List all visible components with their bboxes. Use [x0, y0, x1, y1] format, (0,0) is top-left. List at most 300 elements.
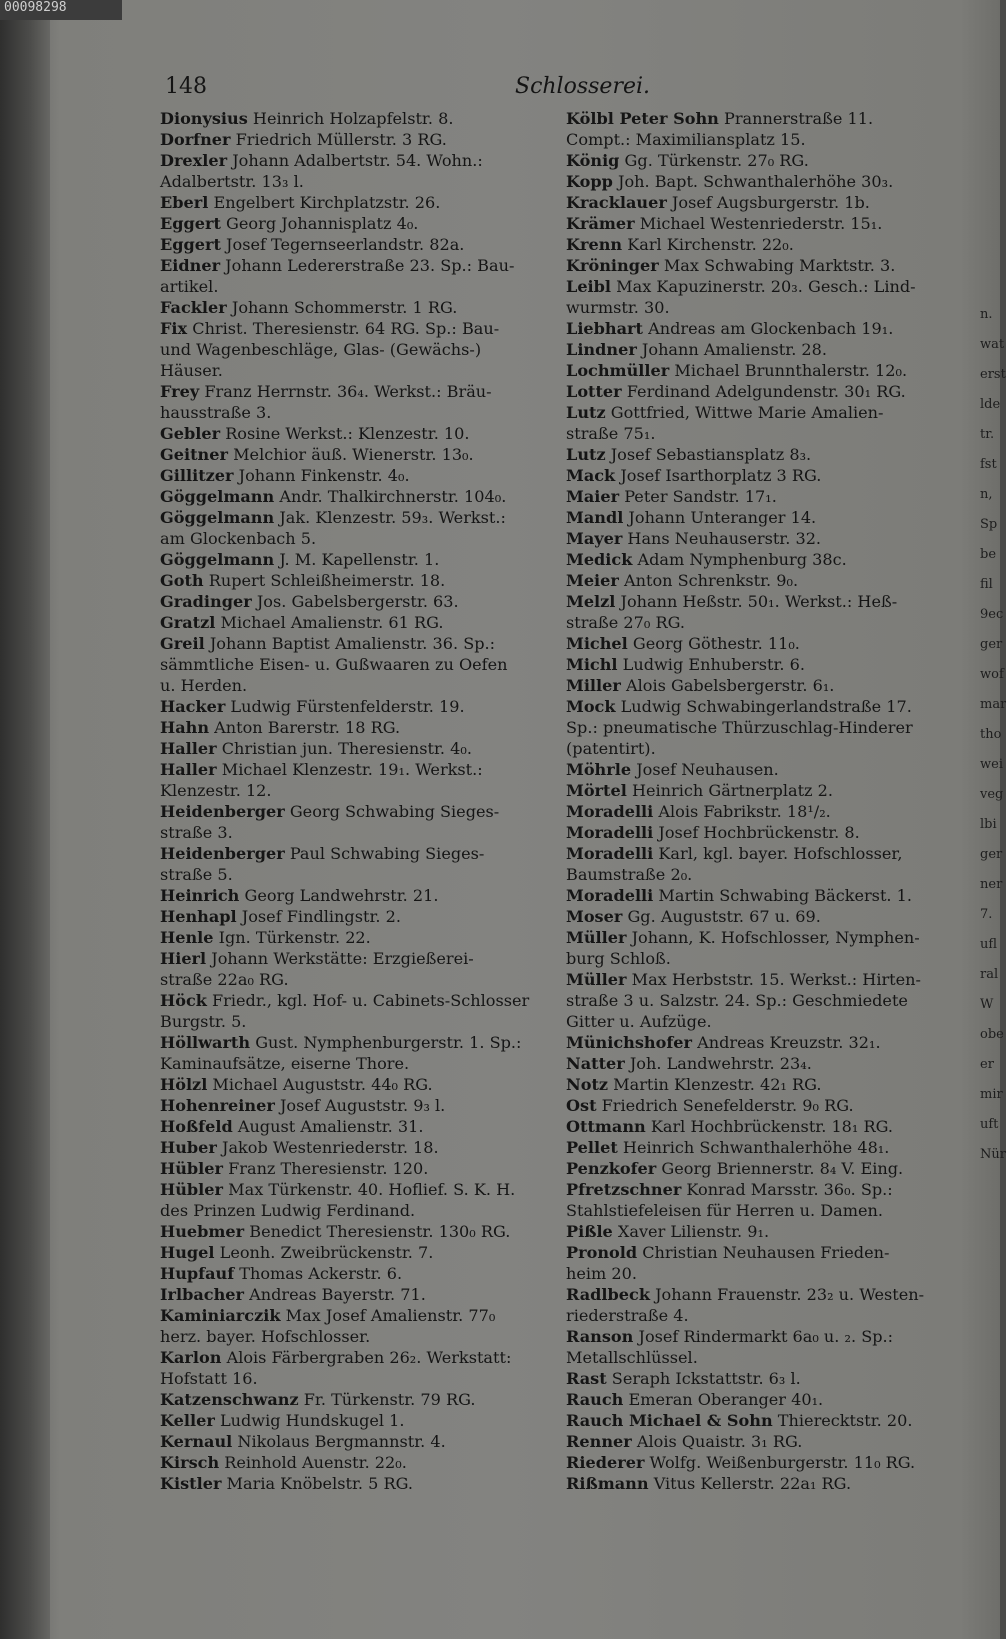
- directory-line: [160, 486, 545, 507]
- directory-line: [566, 612, 951, 633]
- directory-line: [160, 339, 545, 360]
- directory-line: [160, 192, 545, 213]
- surname: Karlon: [160, 1348, 222, 1367]
- entry-details: Michael Amalienstr. 61 RG.: [215, 613, 444, 632]
- directory-line: [566, 801, 951, 822]
- surname: Greil: [160, 634, 205, 653]
- entry-details: Max Josef Amalienstr. 77₀: [280, 1306, 496, 1325]
- surname: Melzl: [566, 592, 616, 611]
- edge-fragment: er: [980, 1057, 994, 1072]
- surname: Liebhart: [566, 319, 643, 338]
- edge-fragment: veg: [980, 787, 1004, 802]
- entry-details: u. Herden.: [160, 676, 248, 695]
- directory-line: [160, 612, 545, 633]
- surname: Göggelmann: [160, 487, 275, 506]
- edge-fragment: W: [980, 997, 994, 1012]
- directory-line: [160, 1158, 545, 1179]
- directory-line: [160, 675, 545, 696]
- surname: Mörtel: [566, 781, 627, 800]
- surname: Leibl: [566, 277, 612, 296]
- directory-line: [160, 255, 545, 276]
- entry-details: Gg. Auguststr. 67 u. 69.: [622, 907, 821, 926]
- surname: Müller: [566, 970, 627, 989]
- surname: Eidner: [160, 256, 221, 275]
- surname: Eggert: [160, 235, 221, 254]
- directory-line: [160, 843, 545, 864]
- surname: Hölzl: [160, 1075, 208, 1094]
- directory-line: [160, 1242, 545, 1263]
- surname: Hupfauf: [160, 1264, 235, 1283]
- right-column: [566, 108, 951, 1494]
- directory-line: [160, 696, 545, 717]
- entry-details: Max Türkenstr. 40. Hoflief. S. K. H.: [223, 1180, 516, 1199]
- directory-line: [160, 717, 545, 738]
- surname: Hacker: [160, 697, 226, 716]
- surname: Haller: [160, 739, 217, 758]
- directory-line: [160, 108, 545, 129]
- surname: Kröninger: [566, 256, 659, 275]
- entry-details: Heinrich Gärtnerplatz 2.: [626, 781, 834, 800]
- entry-details: (patentirt).: [566, 739, 656, 758]
- entry-details: straße 75₁.: [566, 424, 656, 443]
- entry-details: burg Schloß.: [566, 949, 671, 968]
- surname: Kistler: [160, 1474, 222, 1493]
- entry-details: Michael Westenriederstr. 15₁.: [634, 214, 883, 233]
- scan-id: 00098298: [0, 0, 122, 20]
- entry-details: riederstraße 4.: [566, 1306, 689, 1325]
- entry-details: Josef Neuhausen.: [631, 760, 779, 779]
- surname: Pellet: [566, 1138, 618, 1157]
- entry-details: Michael Auguststr. 44₀ RG.: [207, 1075, 433, 1094]
- surname: Michl: [566, 655, 618, 674]
- edge-fragment: Nür: [980, 1147, 1006, 1162]
- directory-line: [160, 570, 545, 591]
- entry-details: Johann Unteranger 14.: [623, 508, 817, 527]
- entry-details: Nikolaus Bergmannstr. 4.: [232, 1432, 446, 1451]
- directory-line: [160, 1410, 545, 1431]
- entry-details: straße 5.: [160, 865, 233, 884]
- directory-line: [566, 675, 951, 696]
- directory-line: [160, 360, 545, 381]
- surname: Heinrich: [160, 886, 240, 905]
- directory-line: [160, 129, 545, 150]
- entry-details: und Wagenbeschläge, Glas- (Gewächs-): [160, 340, 482, 359]
- directory-line: [566, 780, 951, 801]
- surname: Frey: [160, 382, 200, 401]
- left-column: [160, 108, 545, 1494]
- entry-details: Heinrich Schwanthalerhöhe 48₁.: [617, 1138, 890, 1157]
- edge-fragment: erst: [980, 367, 1006, 382]
- entry-details: Metallschlüssel.: [566, 1348, 698, 1367]
- entry-details: Emeran Oberanger 40₁.: [623, 1390, 824, 1409]
- surname: Hoßfeld: [160, 1117, 233, 1136]
- entry-details: Alois Quaistr. 3₁ RG.: [631, 1432, 803, 1451]
- entry-details: Vitus Kellerstr. 22a₁ RG.: [648, 1474, 852, 1493]
- directory-line: [160, 591, 545, 612]
- directory-line: [160, 906, 545, 927]
- directory-line: [160, 885, 545, 906]
- directory-line: [160, 864, 545, 885]
- surname: König: [566, 151, 620, 170]
- entry-details: Johann Amalienstr. 28.: [636, 340, 828, 359]
- directory-line: [566, 1179, 951, 1200]
- directory-line: [566, 318, 951, 339]
- surname: Penzkofer: [566, 1159, 657, 1178]
- surname: Lochmüller: [566, 361, 670, 380]
- directory-line: [160, 1347, 545, 1368]
- directory-line: [160, 1011, 545, 1032]
- entry-details: Georg Göthestr. 11₀.: [627, 634, 800, 653]
- directory-line: [160, 213, 545, 234]
- surname: Gradinger: [160, 592, 252, 611]
- edge-fragment: fst: [980, 457, 997, 472]
- directory-line: [566, 1116, 951, 1137]
- entry-details: Max Schwabing Marktstr. 3.: [658, 256, 896, 275]
- edge-fragment: lbi: [980, 817, 997, 832]
- entry-details: Friedrich Müllerstr. 3 RG.: [230, 130, 447, 149]
- surname: Kracklauer: [566, 193, 667, 212]
- entry-details: Martin Klenzestr. 42₁ RG.: [608, 1075, 822, 1094]
- directory-line: [160, 150, 545, 171]
- surname: Moradelli: [566, 823, 654, 842]
- entry-details: am Glockenbach 5.: [160, 529, 317, 548]
- entry-details: Adalbertstr. 13₃ l.: [160, 172, 304, 191]
- surname: Huber: [160, 1138, 217, 1157]
- directory-line: [160, 1200, 545, 1221]
- directory-line: [566, 549, 951, 570]
- entry-details: Anton Barerstr. 18 RG.: [209, 718, 401, 737]
- entry-details: Leonh. Zweibrückenstr. 7.: [214, 1243, 434, 1262]
- entry-details: Josef Hochbrückenstr. 8.: [653, 823, 860, 842]
- edge-fragment: obe: [980, 1027, 1004, 1042]
- entry-details: herz. bayer. Hofschlosser.: [160, 1327, 371, 1346]
- surname: Hugel: [160, 1243, 215, 1262]
- directory-line: [566, 255, 951, 276]
- entry-details: Hans Neuhauserstr. 32.: [622, 529, 822, 548]
- directory-line: [160, 402, 545, 423]
- entry-details: Johann, K. Hofschlosser, Nymphen-: [626, 928, 920, 947]
- entry-details: Josef Augsburgerstr. 1b.: [666, 193, 870, 212]
- surname: Ottmann: [566, 1117, 646, 1136]
- directory-line: [160, 1326, 545, 1347]
- entry-details: des Prinzen Ludwig Ferdinand.: [160, 1201, 416, 1220]
- edge-fragment: n.: [980, 307, 993, 322]
- surname: Katzenschwanz: [160, 1390, 299, 1409]
- directory-line: [160, 171, 545, 192]
- directory-line: [160, 633, 545, 654]
- entry-details: Wolfg. Weißenburgerstr. 11₀ RG.: [644, 1453, 916, 1472]
- surname: Lutz: [566, 445, 606, 464]
- surname: Rauch Michael & Sohn: [566, 1411, 773, 1430]
- entry-details: wurmstr. 30.: [566, 298, 670, 317]
- entry-details: Friedrich Senefelderstr. 9₀ RG.: [596, 1096, 854, 1115]
- entry-details: Franz Herrnstr. 36₄. Werkst.: Bräu-: [199, 382, 492, 401]
- directory-line: [566, 738, 951, 759]
- surname: Dionysius: [160, 109, 248, 128]
- directory-line: [566, 213, 951, 234]
- directory-line: [160, 528, 545, 549]
- entry-details: Christian jun. Theresienstr. 4₀.: [216, 739, 472, 758]
- directory-line: [160, 948, 545, 969]
- directory-line: [566, 465, 951, 486]
- edge-fragment: ral: [980, 967, 999, 982]
- surname: Lutz: [566, 403, 606, 422]
- entry-details: Josef Rindermarkt 6a₀ u. ₂. Sp.:: [633, 1327, 894, 1346]
- surname: Irlbacher: [160, 1285, 245, 1304]
- page-title: Schlosserei.: [515, 74, 651, 99]
- entry-details: straße 22a₀ RG.: [160, 970, 289, 989]
- directory-line: [160, 1284, 545, 1305]
- surname: Goth: [160, 571, 204, 590]
- entry-details: heim 20.: [566, 1264, 638, 1283]
- directory-line: [160, 444, 545, 465]
- surname: Pronold: [566, 1243, 638, 1262]
- surname: Mayer: [566, 529, 623, 548]
- entry-details: Karl Hochbrückenstr. 18₁ RG.: [645, 1117, 894, 1136]
- edge-fragment: 7.: [980, 907, 993, 922]
- entry-details: Engelbert Kirchplatzstr. 26.: [208, 193, 441, 212]
- entry-details: Jos. Gabelsbergerstr. 63.: [251, 592, 459, 611]
- directory-line: [566, 927, 951, 948]
- entry-details: Johann Heßstr. 50₁. Werkst.: Heß-: [615, 592, 898, 611]
- directory-line: [566, 1284, 951, 1305]
- entry-details: Kaminaufsätze, eiserne Thore.: [160, 1054, 410, 1073]
- entry-details: Melchior äuß. Wienerstr. 13₀.: [227, 445, 474, 464]
- directory-line: [566, 276, 951, 297]
- entry-details: Christian Neuhausen Frieden-: [637, 1243, 890, 1262]
- surname: Krenn: [566, 235, 623, 254]
- directory-line: [566, 1158, 951, 1179]
- edge-fragment: uft: [980, 1117, 999, 1132]
- entry-details: August Amalienstr. 31.: [232, 1117, 424, 1136]
- entry-details: Gust. Nymphenburgerstr. 1. Sp.:: [250, 1033, 522, 1052]
- entry-details: J. M. Kapellenstr. 1.: [274, 550, 440, 569]
- edge-fragment: Sp: [980, 517, 998, 532]
- entry-details: Martin Schwabing Bäckerst. 1.: [653, 886, 912, 905]
- surname: Gratzl: [160, 613, 216, 632]
- surname: Kaminiarczik: [160, 1306, 281, 1325]
- surname: Lindner: [566, 340, 637, 359]
- entry-details: Karl Kirchenstr. 22₀.: [622, 235, 794, 254]
- entry-details: straße 3.: [160, 823, 233, 842]
- entry-details: Friedr., kgl. Hof- u. Cabinets-Schlosser: [206, 991, 530, 1010]
- entry-details: Thomas Ackerstr. 6.: [234, 1264, 403, 1283]
- directory-line: [566, 339, 951, 360]
- entry-details: Reinhold Auenstr. 22₀.: [219, 1453, 407, 1472]
- directory-line: [160, 234, 545, 255]
- directory-line: [566, 570, 951, 591]
- directory-line: [160, 297, 545, 318]
- surname: Rauch: [566, 1390, 624, 1409]
- entry-details: Max Kapuzinerstr. 20₃. Gesch.: Lind-: [611, 277, 916, 296]
- entry-details: Max Herbststr. 15. Werkst.: Hirten-: [626, 970, 921, 989]
- entry-details: Georg Johannisplatz 4₀.: [220, 214, 419, 233]
- surname: Mandl: [566, 508, 624, 527]
- directory-line: [566, 1095, 951, 1116]
- surname: Fix: [160, 319, 188, 338]
- directory-line: [566, 150, 951, 171]
- directory-line: [566, 969, 951, 990]
- directory-line: [160, 1431, 545, 1452]
- entry-details: Fr. Türkenstr. 79 RG.: [298, 1390, 476, 1409]
- directory-line: [566, 1200, 951, 1221]
- directory-line: [566, 1053, 951, 1074]
- book-binding: [0, 20, 50, 1639]
- edge-fragment: lde: [980, 397, 1001, 412]
- directory-line: [566, 1242, 951, 1263]
- directory-line: [160, 1179, 545, 1200]
- edge-fragment: tho: [980, 727, 1002, 742]
- entry-details: Johann Ledererstraße 23. Sp.: Bau-: [220, 256, 515, 275]
- surname: Keller: [160, 1411, 215, 1430]
- entry-details: Alois Fabrikstr. 18¹/₂.: [653, 802, 831, 821]
- surname: Drexler: [160, 151, 228, 170]
- surname: Ost: [566, 1096, 597, 1115]
- surname: Gebler: [160, 424, 221, 443]
- surname: Mock: [566, 697, 616, 716]
- entry-details: Ign. Türkenstr. 22.: [213, 928, 371, 947]
- surname: Renner: [566, 1432, 632, 1451]
- directory-line: [160, 1473, 545, 1494]
- entry-details: Johann Frauenstr. 23₂ u. Westen-: [649, 1285, 925, 1304]
- directory-line: [566, 360, 951, 381]
- entry-details: Benedict Theresienstr. 130₀ RG.: [244, 1222, 511, 1241]
- entry-details: Stahlstiefeleisen für Herren u. Damen.: [566, 1201, 884, 1220]
- entry-details: Andreas Bayerstr. 71.: [244, 1285, 426, 1304]
- directory-line: [160, 549, 545, 570]
- entry-details: Ludwig Fürstenfelderstr. 19.: [225, 697, 465, 716]
- surname: Moser: [566, 907, 623, 926]
- entry-details: Gitter u. Aufzüge.: [566, 1012, 712, 1031]
- directory-line: [566, 1074, 951, 1095]
- surname: Huebmer: [160, 1222, 245, 1241]
- surname: Radlbeck: [566, 1285, 650, 1304]
- directory-line: [566, 591, 951, 612]
- entry-details: Adam Nymphenburg 38c.: [632, 550, 847, 569]
- entry-details: Joh. Landwehrstr. 23₄.: [624, 1054, 812, 1073]
- directory-line: [160, 1116, 545, 1137]
- directory-line: [566, 528, 951, 549]
- entry-details: Paul Schwabing Sieges-: [284, 844, 485, 863]
- directory-line: [566, 192, 951, 213]
- directory-line: [160, 780, 545, 801]
- entry-details: artikel.: [160, 277, 219, 296]
- directory-line: [566, 1452, 951, 1473]
- directory-line: [160, 423, 545, 444]
- surname: Fackler: [160, 298, 227, 317]
- directory-line: [566, 1011, 951, 1032]
- surname: Pfretzschner: [566, 1180, 682, 1199]
- entry-details: Johann Schommerstr. 1 RG.: [226, 298, 458, 317]
- surname: Göggelmann: [160, 508, 275, 527]
- directory-line: [566, 1431, 951, 1452]
- surname: Rast: [566, 1369, 607, 1388]
- entry-details: straße 27₀ RG.: [566, 613, 685, 632]
- directory-line: [160, 654, 545, 675]
- directory-line: [566, 906, 951, 927]
- entry-details: Jakob Westenriederstr. 18.: [216, 1138, 439, 1157]
- surname: Riederer: [566, 1453, 645, 1472]
- entry-details: Rosine Werkst.: Klenzestr. 10.: [220, 424, 470, 443]
- entry-details: Klenzestr. 12.: [160, 781, 272, 800]
- surname: Eberl: [160, 193, 209, 212]
- surname: Moradelli: [566, 844, 654, 863]
- directory-line: [566, 1389, 951, 1410]
- directory-line: [566, 486, 951, 507]
- entry-details: Andr. Thalkirchnerstr. 104₀.: [274, 487, 507, 506]
- directory-line: [160, 1095, 545, 1116]
- surname: Lotter: [566, 382, 622, 401]
- surname: Kirsch: [160, 1453, 220, 1472]
- directory-line: [160, 318, 545, 339]
- entry-details: Gg. Türkenstr. 27₀ RG.: [619, 151, 809, 170]
- directory-line: [566, 633, 951, 654]
- edge-fragment: ner: [980, 877, 1003, 892]
- directory-line: [566, 696, 951, 717]
- surname: Müller: [566, 928, 627, 947]
- entry-details: Prannerstraße 11.: [718, 109, 874, 128]
- directory-line: [566, 864, 951, 885]
- directory-line: [566, 1305, 951, 1326]
- directory-line: [566, 822, 951, 843]
- surname: Heidenberger: [160, 844, 285, 863]
- entry-details: Georg Briennerstr. 8₄ V. Eing.: [656, 1159, 904, 1178]
- directory-line: [160, 1053, 545, 1074]
- surname: Pißle: [566, 1222, 613, 1241]
- surname: Kopp: [566, 172, 613, 191]
- entry-details: Konrad Marsstr. 36₀. Sp.:: [681, 1180, 893, 1199]
- directory-line: [566, 1368, 951, 1389]
- entry-details: Burgstr. 5.: [160, 1012, 247, 1031]
- surname: Ranson: [566, 1327, 634, 1346]
- directory-line: [160, 801, 545, 822]
- entry-details: Jak. Klenzestr. 59₃. Werkst.:: [274, 508, 506, 527]
- entry-details: Josef Sebastiansplatz 8₃.: [605, 445, 812, 464]
- surname: Hahn: [160, 718, 210, 737]
- edge-fragment: be: [980, 547, 997, 562]
- surname: Eggert: [160, 214, 221, 233]
- directory-line: [566, 1326, 951, 1347]
- entry-details: Josef Auguststr. 9₃ l.: [274, 1096, 446, 1115]
- directory-line: [160, 759, 545, 780]
- directory-line: [566, 1137, 951, 1158]
- surname: Miller: [566, 676, 621, 695]
- entry-details: Franz Theresienstr. 120.: [223, 1159, 429, 1178]
- surname: Mack: [566, 466, 616, 485]
- surname: Kernaul: [160, 1432, 233, 1451]
- edge-fragment: mar: [980, 697, 1006, 712]
- entry-details: Andreas am Glockenbach 19₁.: [642, 319, 894, 338]
- surname: Heidenberger: [160, 802, 285, 821]
- entry-details: Alois Gabelsbergerstr. 6₁.: [620, 676, 835, 695]
- entry-details: Karl, kgl. bayer. Hofschlosser,: [653, 844, 903, 863]
- entry-details: Johann Werkstätte: Erzgießerei-: [206, 949, 474, 968]
- directory-line: [160, 276, 545, 297]
- entry-details: Häuser.: [160, 361, 223, 380]
- edge-fragment: ger: [980, 847, 1003, 862]
- directory-line: [566, 1221, 951, 1242]
- surname: Möhrle: [566, 760, 632, 779]
- directory-line: [160, 465, 545, 486]
- directory-line: [566, 402, 951, 423]
- page-number: 148: [165, 74, 207, 99]
- surname: Gillitzer: [160, 466, 234, 485]
- entry-details: Josef Findlingstr. 2.: [236, 907, 401, 926]
- edge-fragment: wei: [980, 757, 1003, 772]
- directory-line: [566, 423, 951, 444]
- surname: Münichshofer: [566, 1033, 692, 1052]
- entry-details: Johann Baptist Amalienstr. 36. Sp.:: [204, 634, 496, 653]
